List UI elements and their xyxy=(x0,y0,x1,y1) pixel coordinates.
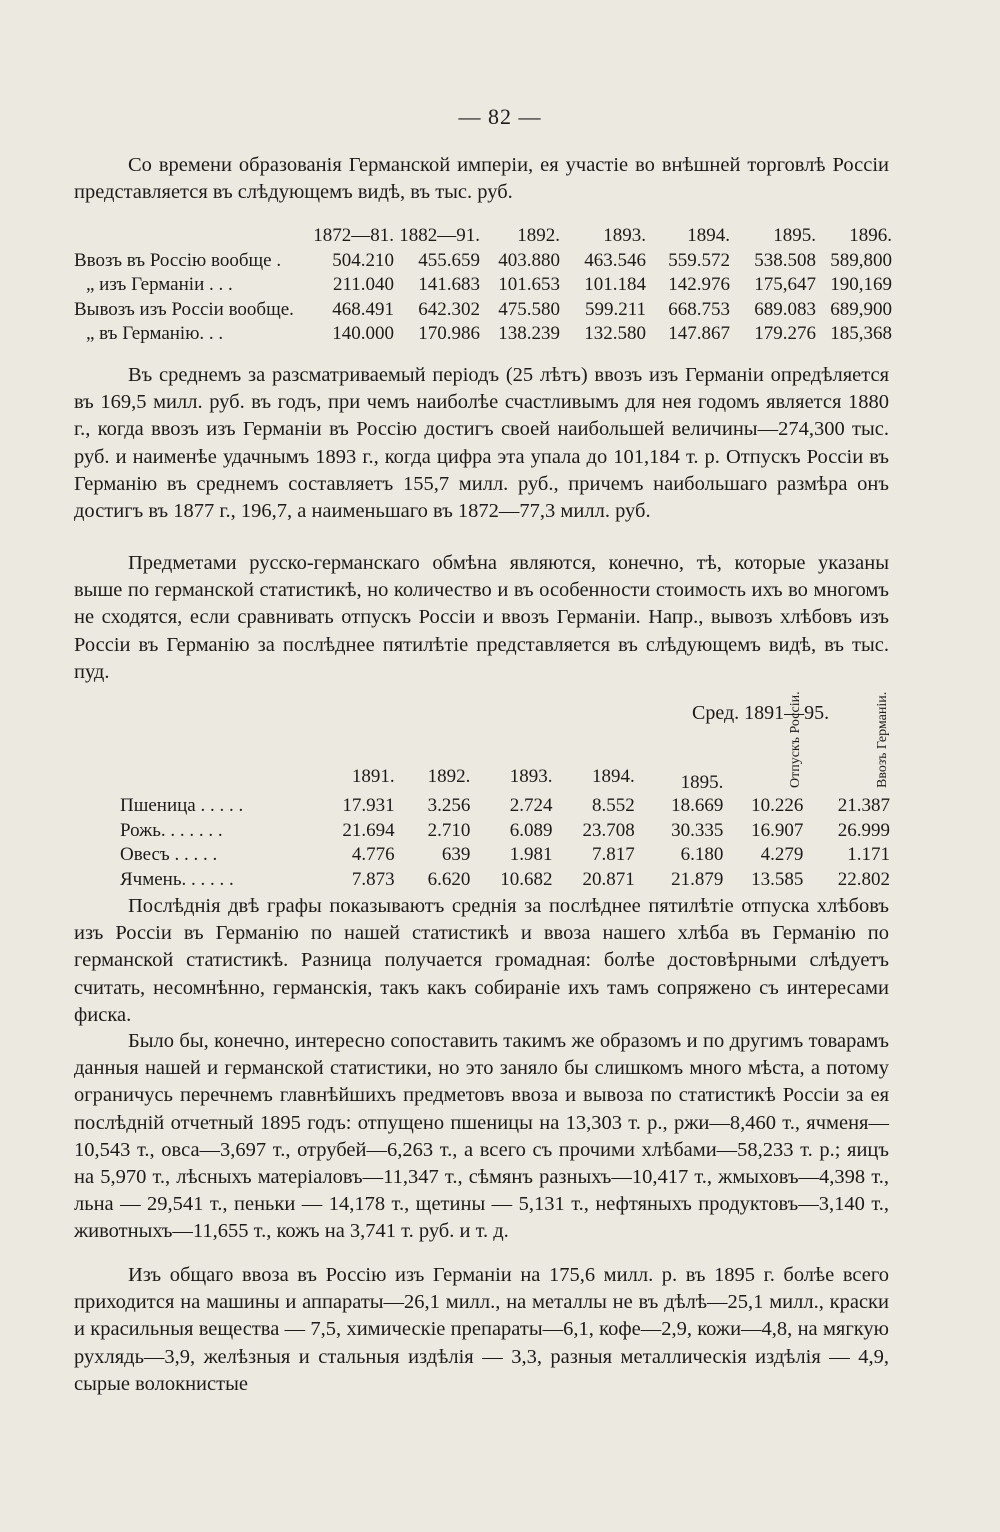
column-header: 1872—81. xyxy=(313,225,394,247)
row-label: Ячмень. . . . . . xyxy=(120,868,234,890)
table-cell: 689,900 xyxy=(830,298,892,320)
table-cell: 504.210 xyxy=(332,249,394,271)
table-cell: 141.683 xyxy=(418,274,480,296)
table-cell: 132.580 xyxy=(584,323,646,345)
table-cell: 26.999 xyxy=(837,819,890,841)
table-row xyxy=(74,322,892,347)
table-cell: 7.873 xyxy=(351,868,395,890)
table-cell: 140.000 xyxy=(332,323,394,345)
column-header: 1895. xyxy=(773,225,816,247)
table-cell: 6.089 xyxy=(509,819,553,841)
table-cell: 10.682 xyxy=(500,868,553,890)
paragraph-export-items: Было бы, конечно, интересно сопоставить такимъ же образомъ и по другимъ товарамъ данныя нашей и германской статистики, но это заняло бы слишкомъ много мѣста, а потому ограничусь перечнемъ главнѣйшихъ предметовъ ввоза и вывоза по статистикѣ Россіи за ея послѣдній отчетный 1895 годъ: отпущено пшеницы на 13,303 т. р., ржи—8,460 т., ячменя—10,543 т., овса—3,697 т., отрубей—6,263 т., а всего съ прочими хлѣбами—58,233 т. р.; яицъ на 5,970 т., лѣсныхъ матеріаловъ—11,347 т., сѣмянъ разныхъ—10,417 т., жмыховъ—4,398 т., льна — 29,541 т., пеньки — 14,178 т., щетины — 5,131 т., нефтяныхъ продуктовъ—3,140 т., животныхъ—11,655 т., кожъ на 3,741 т. руб. и т. д. xyxy=(74,1030,889,1243)
row-label: „ въ Германію. . . xyxy=(86,323,224,345)
table-cell: 175,647 xyxy=(754,274,816,296)
table-cell: 689.083 xyxy=(754,298,816,320)
table-cell: 13.585 xyxy=(751,868,804,890)
paragraph-grain-intro: Предметами русско-германскаго обмѣна являются, конечно, тѣ, которые указаны выше по германской статистикѣ, но количество и въ особенности стоимость ихъ во многомъ не сходятся, если сравнивать отпускъ Россіи и ввозъ Германіи. Напр., вывозъ хлѣбовъ изъ Россіи въ Германію за послѣднее пятилѣтіе представляется въ слѣдующемъ видѣ, въ тыс. пуд. xyxy=(74,552,889,683)
table-cell: 642.302 xyxy=(418,298,480,320)
column-header: 1893. xyxy=(603,225,646,247)
table-cell: 7.817 xyxy=(591,844,635,866)
paragraph-grain-comment: Послѣднія двѣ графы показываютъ среднія за послѣднее пятилѣтіе отпуска хлѣбовъ изъ Россіи въ Германію по нашей статистикѣ и ввоза нашего хлѣба въ Германію по германской статистикѣ. Разница получается громадная: болѣе достовѣрными слѣдуетъ считать, несомнѣнно, германскія, такъ какъ собираніе ихъ тамъ сопряжено съ интересами фиска. xyxy=(74,895,889,1026)
column-header: 1894. xyxy=(591,766,635,787)
table-cell: 6.620 xyxy=(427,868,471,890)
table-cell: 8.552 xyxy=(591,795,635,817)
table-cell: 185,368 xyxy=(830,323,892,345)
column-header-export: Отпускъ Россіи. xyxy=(788,691,804,788)
table-cell: 179.276 xyxy=(754,323,816,345)
row-label: „ изъ Германіи . . . xyxy=(86,274,233,296)
table-cell: 211.040 xyxy=(332,274,394,296)
table-cell: 475.580 xyxy=(498,298,560,320)
table-cell: 455.659 xyxy=(418,249,480,271)
table-row xyxy=(120,843,890,868)
column-header: 1891. xyxy=(351,766,395,787)
table-cell: 20.871 xyxy=(582,868,635,890)
table-cell: 21.879 xyxy=(671,868,724,890)
table-cell: 559.572 xyxy=(668,249,730,271)
row-label: Пшеница . . . . . xyxy=(120,795,244,817)
paragraph-averages: Въ среднемъ за разсматриваемый періодъ (25 лѣтъ) ввозъ изъ Германіи опредѣляется въ 169,5 милл. руб. въ годъ, при чемъ наиболѣе счастливымъ для нея годомъ является 1880 г., когда ввозъ изъ Германіи въ Россію достигъ своей наибольшей величины—274,300 тыс. руб. и наименѣе удачнымъ 1893 г., когда цифра эта упала до 101,184 т. р. Отпускъ Россіи въ Германію въ среднемъ составляетъ 155,7 милл. руб., причемъ наибольшаго размѣра онъ достигъ въ 1877 г., 196,7, а наименьшаго въ 1872—77,3 милл. руб. xyxy=(74,364,889,523)
table-cell: 21.387 xyxy=(837,795,890,817)
table-row xyxy=(74,298,892,323)
table-row xyxy=(120,794,890,819)
table-cell: 18.669 xyxy=(671,795,724,817)
column-header: 1882—91. xyxy=(399,225,480,247)
table-cell: 190,169 xyxy=(830,274,892,296)
page-number: — 82 — xyxy=(458,104,542,129)
paragraph-import-items: Изъ общаго ввоза въ Россію изъ Германіи на 175,6 милл. р. въ 1895 г. болѣе всего приходится на машины и аппараты—26,1 милл., на металлы не въ дѣлѣ—25,1 милл., краски и красильныя вещества — 7,5, химическіе препараты—6,1, кофе—2,9, кожи—4,8, на мягкую рухлядь—3,9, желѣзныя и стальныя издѣлія — 3,3, разныя металлическія издѣлія — 4,9, сырые волокнистые xyxy=(74,1264,889,1395)
table-cell: 138.239 xyxy=(498,323,560,345)
row-label: Овесъ . . . . . xyxy=(120,844,218,866)
column-header: 1892. xyxy=(427,766,471,787)
table-cell: 16.907 xyxy=(751,819,804,841)
row-label: Вывозъ изъ Россіи вообще. xyxy=(74,298,294,320)
table-row xyxy=(120,868,890,893)
table-cell: 2.710 xyxy=(427,819,471,841)
table-cell: 101.653 xyxy=(498,274,560,296)
table-cell: 4.279 xyxy=(760,844,804,866)
column-header: 1893. xyxy=(509,766,553,787)
table-cell: 468.491 xyxy=(332,298,394,320)
table-cell: 142.976 xyxy=(668,274,730,296)
table-cell: 403.880 xyxy=(498,249,560,271)
column-header: 1896. xyxy=(849,225,892,247)
table-cell: 101.184 xyxy=(584,274,646,296)
table-cell: 4.776 xyxy=(351,844,395,866)
table-cell: 10.226 xyxy=(751,795,804,817)
trade-table-header xyxy=(74,224,892,249)
paragraph-intro: Со времени образованія Германской имперіи, ея участіе во внѣшней торговлѣ Россіи представляется въ слѣдующемъ видѣ, въ тыс. руб. xyxy=(74,154,889,204)
table-cell: 170.986 xyxy=(418,323,480,345)
table-cell: 21.694 xyxy=(342,819,395,841)
table-cell: 147.867 xyxy=(668,323,730,345)
table-cell: 3.256 xyxy=(427,795,471,817)
table-cell: 2.724 xyxy=(509,795,553,817)
table-cell: 30.335 xyxy=(671,819,724,841)
table-cell: 17.931 xyxy=(342,795,395,817)
average-label: Сред. 1891—95. xyxy=(692,702,830,724)
table-cell: 1.171 xyxy=(847,844,890,866)
table-cell: 668.753 xyxy=(668,298,730,320)
column-header-import: Ввозъ Германіи. xyxy=(875,691,890,788)
column-header: 1894. xyxy=(687,225,730,247)
column-header: 1895. xyxy=(680,772,724,793)
table-cell: 538.508 xyxy=(754,249,816,271)
grain-table-block xyxy=(120,691,890,890)
row-label: Ввозъ въ Россію вообще . xyxy=(74,249,282,271)
column-header: 1892. xyxy=(517,225,560,247)
table-cell: 23.708 xyxy=(582,819,635,841)
table-row xyxy=(120,819,890,844)
grain-table-header xyxy=(120,732,890,794)
table-row xyxy=(74,249,892,274)
table-cell: 599.211 xyxy=(584,298,646,320)
table-cell: 639 xyxy=(441,844,471,866)
table-cell: 6.180 xyxy=(680,844,724,866)
table-cell: 22.802 xyxy=(837,868,890,890)
table-cell: 463.546 xyxy=(584,249,646,271)
trade-table xyxy=(74,224,892,347)
table-cell: 1.981 xyxy=(509,844,553,866)
row-label: Рожь. . . . . . . xyxy=(120,819,223,841)
table-row xyxy=(74,273,892,298)
table-cell: 589,800 xyxy=(830,249,892,271)
